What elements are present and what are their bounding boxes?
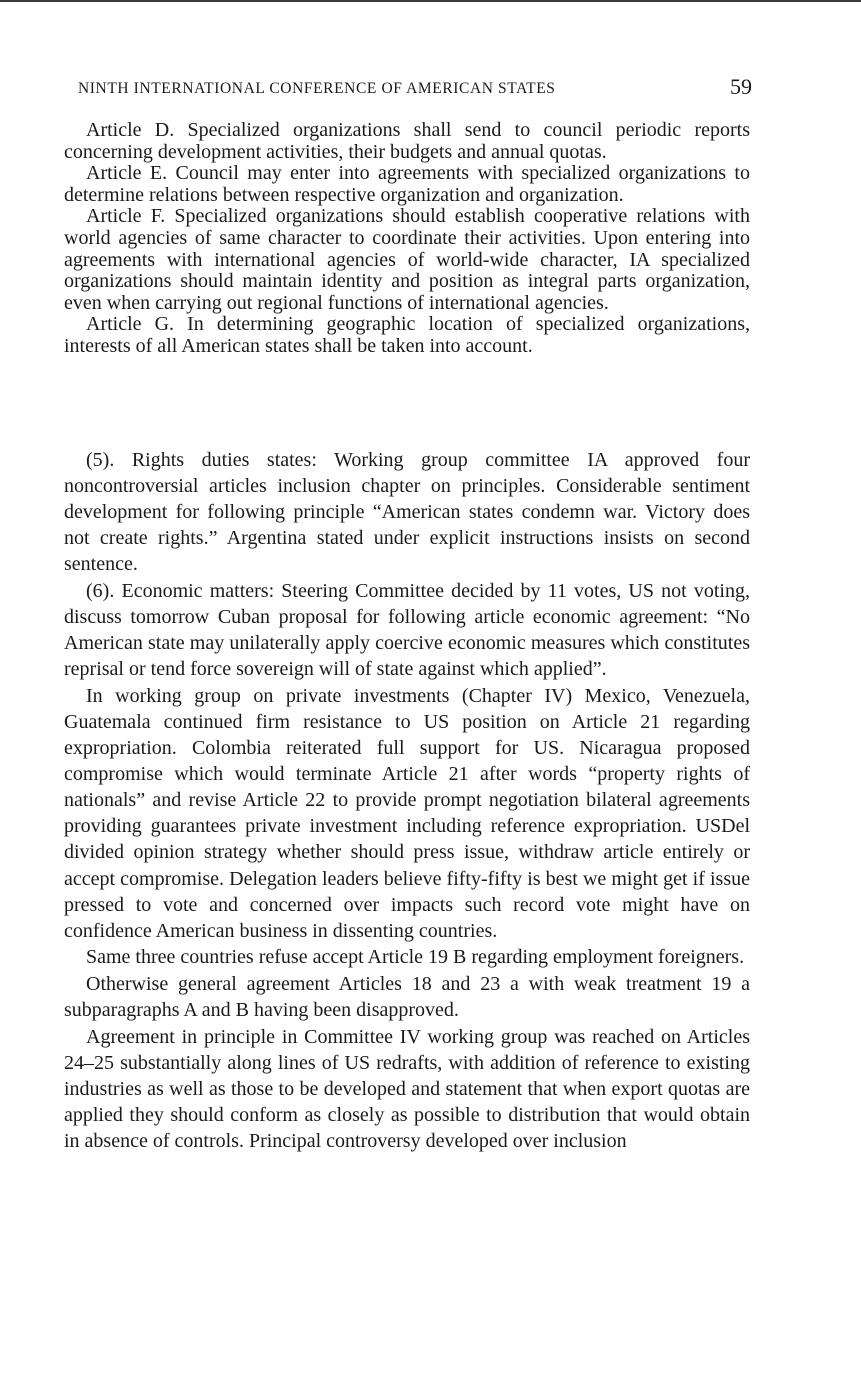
economic-matters-paragraph: (6). Economic matters: Steering Committee decided by 11 votes, US not voting, discuss tomorrow Cuban proposal for following article economic agreement: “No American state may unilaterally apply coercive economic measures which constitutes reprisal or tend force sovereign will of state against which applied”. bbox=[64, 579, 750, 681]
running-head bbox=[78, 74, 752, 104]
top-rule bbox=[0, 0, 861, 2]
article-d: Article D. Specialized organizations shall send to council periodic reports concerning development activities, their budgets and annual quotas. bbox=[64, 119, 750, 163]
rights-duties-paragraph: (5). Rights duties states: Working group committee IA approved four noncontroversial articles inclusion chapter on principles. Considerable sentiment development for following principle “American states condemn war. Victory does not create rights.” Argentina stated under explicit instructions insists on second sentence. bbox=[64, 449, 750, 576]
articles-18-23-paragraph: Otherwise general agreement Articles 18 and 23 a with weak treatment 19 a subparagraphs A and B having been disapproved. bbox=[64, 972, 750, 1021]
body-text bbox=[64, 447, 750, 1154]
page-number: 59 bbox=[730, 74, 752, 99]
committee-iv-paragraph: Agreement in principle in Committee IV working group was reached on Articles 24–25 substantially along lines of US redrafts, with addition of reference to existing industries as well as those to be developed and statement that when export quotas are applied they should conform as closely as possible to distribution that would obtain in absence of controls. Principal controversy developed over inclusion bbox=[64, 1025, 750, 1152]
article-19b-paragraph: Same three countries refuse accept Article 19 B regarding employment foreigners. bbox=[86, 946, 745, 969]
article-e: Article E. Council may enter into agreements with specialized organizations to determine relations between respective organization and organization. bbox=[64, 162, 750, 206]
article-f: Article F. Specialized organizations should establish cooperative relations with world agencies of same character to coordinate their activities. Upon entering into agreements with international agencies of world-wide character, IA specialized organizations should maintain identity and position as integral parts organization, even when carrying out regional functions of international agencies. bbox=[64, 205, 750, 314]
articles-block bbox=[64, 120, 750, 358]
private-investments-paragraph: In working group on private investments (Chapter IV) Mexico, Venezuela, Guatemala continued firm resistance to US position on Article 21 regarding expropriation. Colombia reiterated full support for US. Nicaragua proposed compromise which would terminate Article 21 after words “property rights of nationals” and revise Article 22 to provide prompt negotiation bilateral agreements providing guarantees private investment including reference expropriation. USDel divided opinion strategy whether should press issue, withdraw article entirely or accept compromise. Delegation leaders believe fifty-fifty is best we might get if issue pressed to vote and concerned over impacts such record vote might have on confidence American business in dissenting countries. bbox=[64, 684, 750, 942]
running-title: NINTH INTERNATIONAL CONFERENCE OF AMERICAN STATES bbox=[78, 80, 556, 97]
article-g: Article G. In determining geographic location of specialized organizations, interests of all American states shall be taken into account. bbox=[64, 313, 750, 357]
